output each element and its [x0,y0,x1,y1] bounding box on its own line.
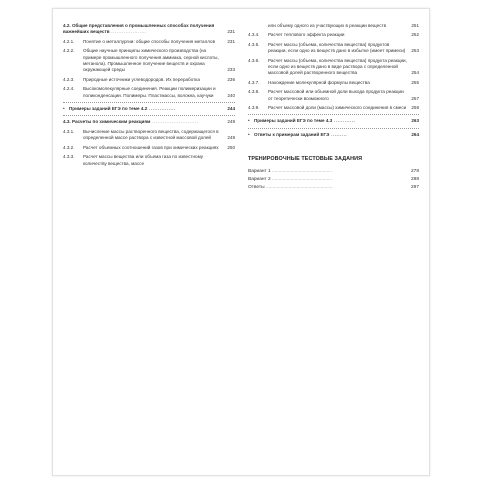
toc-page-number: 278 [410,169,419,175]
toc-right-column [248,23,419,192]
section-title-training: ТРЕНИРОВОЧНЫЕ ТЕСТОВЫЕ ЗАДАНИЯ [248,156,363,163]
toc-page-number: 236 [227,76,235,82]
toc-entry-title: Расчет массы (объема, количества вещества) продукта реакции, если одно из веществ дано в виде раствора с определенной массовой долей растворенного вещества [268,57,407,76]
toc-entry-number: 4.2.4. [63,86,75,92]
toc-page-number: 240 [227,92,235,98]
toc-entry-title: Ответы [248,185,265,191]
toc-entry-4-2: 4.2. Общие представления о промышленных способах получения важнейших веществ .................... 231 [63,23,235,35]
toc-entry-title: Понятие о металлургии: общие способы получения металлов [83,38,216,44]
toc-entry-title: Расчет объемных соотношений газов при химических реакциях [83,144,219,150]
toc-entry-title: Ответы к примерам заданий ЕГЭ [254,131,330,137]
toc-entry-4-3-8 [248,89,419,102]
toc-entry-title: или объему одного из участвующих в реакции веществ [268,23,387,28]
toc-left-column [63,23,235,170]
toc-entry-4-3-4 [248,32,419,38]
toc-page-number: 250 [227,144,235,150]
toc-variant-1: Вариант 1 ............................................. 278 [248,169,419,175]
dotted-divider [63,115,235,116]
toc-entry-4-2-2 [63,48,235,74]
toc-entry-number: 4.3.9. [248,105,260,111]
toc-entry-number: 4.2.3. [63,76,75,82]
dotted-divider [248,114,419,115]
toc-examples-4-3: • Примеры заданий ЕГЭ по теме 4.3 ............ 263 [248,118,419,124]
bullet-icon: • [248,131,250,137]
toc-page-number: 249 [227,119,235,125]
toc-page-number: 288 [410,177,419,183]
toc-page-number: 252 [411,32,419,38]
toc-entry-number: 4.2.2. [63,48,75,54]
toc-page-number: 297 [410,185,419,191]
toc-entry-title: Высокомолекулярные соединения. Реакции полимеризации и поликонденсации. Полимеры. Пластмассы, волокна, каучуки [83,86,216,98]
dotted-divider [248,128,419,129]
toc-page-number: 258 [411,105,419,111]
toc-entry-number: 4.3.4. [248,32,260,38]
toc-entry-4-2-4 [63,86,235,99]
toc-entry-4-3-9 [248,105,419,111]
toc-entry-title: 4.2. Общие представления о промышленных способах получения важнейших веществ [63,23,215,35]
toc-entry-4-3: 4.3. Расчеты по химическим реакциям .......................... 249 [63,119,235,125]
toc-entry-4-2-3 [63,77,235,83]
toc-entry-number: 4.3.5. [248,41,260,47]
toc-entry-title: Примеры заданий ЕГЭ по теме 4.3 [254,118,333,124]
toc-entry-title: Вариант 1 [248,169,271,175]
toc-entry-title: Расчет массовой или объемной доли выхода продукта реакции от теоретически возможного [268,89,404,101]
toc-examples-4-2: • Примеры заданий ЕГЭ по теме 4.2 ............... 244 [63,106,235,112]
toc-entry-4-3-1 [63,129,235,142]
toc-entry-4-3-3 [63,154,235,167]
toc-entry-title: Общие научные принципы химического производства (на примере промышленного получения аммиака, серной кислоты, метанола). Промышленное получение веществ и охрана окружающей среды [83,48,219,73]
toc-entry-title: Природные источники углеводородов. Их переработка [83,76,200,82]
toc-entry-title: Расчет массы вещества или объема газа по известному количеству вещества, массе [83,154,204,166]
toc-page-number: 231 [227,29,235,35]
toc-entry-number: 4.2.1. [63,38,75,44]
dotted-divider [63,102,235,103]
toc-page-number: 244 [227,106,235,112]
toc-page-number: 263 [411,118,419,124]
toc-entry-number: 4.3.1. [63,128,75,134]
toc-page-number: 231 [227,38,235,44]
toc-entry-4-2-1 [63,39,235,45]
toc-answers-examples: • Ответы к примерам заданий ЕГЭ ......... 264 [248,131,419,137]
toc-variant-2: Вариант 2 ............................................. 288 [248,177,419,183]
toc-entry-title: 4.3. Расчеты по химическим реакциям [63,119,151,125]
toc-entry-number: 4.3.8. [248,89,260,95]
toc-page-number: 251 [411,23,419,28]
toc-entry-4-3-5 [248,42,419,55]
toc-entry-4-3-6 [248,58,419,77]
toc-entry-title: Вычисление массы растворенного вещества, содержащегося в определенной массе раствора с известной массовой долей [83,128,219,141]
toc-entry-title: Расчет теплового эффекта реакции [268,32,345,38]
toc-answers: Ответы .................................................. 297 [248,185,419,191]
toc-page-number: 255 [411,79,419,85]
toc-entry-4-3-3-continued [248,23,419,29]
toc-entry-number: 4.3.3. [63,154,75,160]
bullet-icon: • [248,118,250,124]
book-page [52,8,430,476]
toc-entry-title: Примеры заданий ЕГЭ по теме 4.2 [69,106,148,112]
toc-entry-title: Расчет массы (объема, количества вещества) продуктов реакции, если одно из веществ дано в избытке (имеет примеси) [268,41,406,54]
toc-page-number: 253 [411,48,419,54]
toc-page-number: 257 [411,95,419,101]
toc-entry-4-3-2 [63,145,235,151]
toc-entry-number: 4.3.6. [248,57,260,63]
toc-entry-number: 4.3.2. [63,144,75,150]
toc-entry-title: Вариант 2 [248,177,271,183]
toc-entry-4-3-7 [248,80,419,86]
toc-entry-number: 4.3.7. [248,79,260,85]
toc-page-number: 233 [227,67,235,73]
toc-page-number: 264 [411,131,419,137]
toc-page-number: 249 [227,135,235,141]
toc-entry-title: Нахождение молекулярной формулы вещества [268,79,370,85]
toc-page-number: 254 [411,70,419,76]
toc-entry-title: Расчет массовой доли (массы) химического соединения в смеси [268,105,407,111]
bullet-icon: • [63,106,65,112]
